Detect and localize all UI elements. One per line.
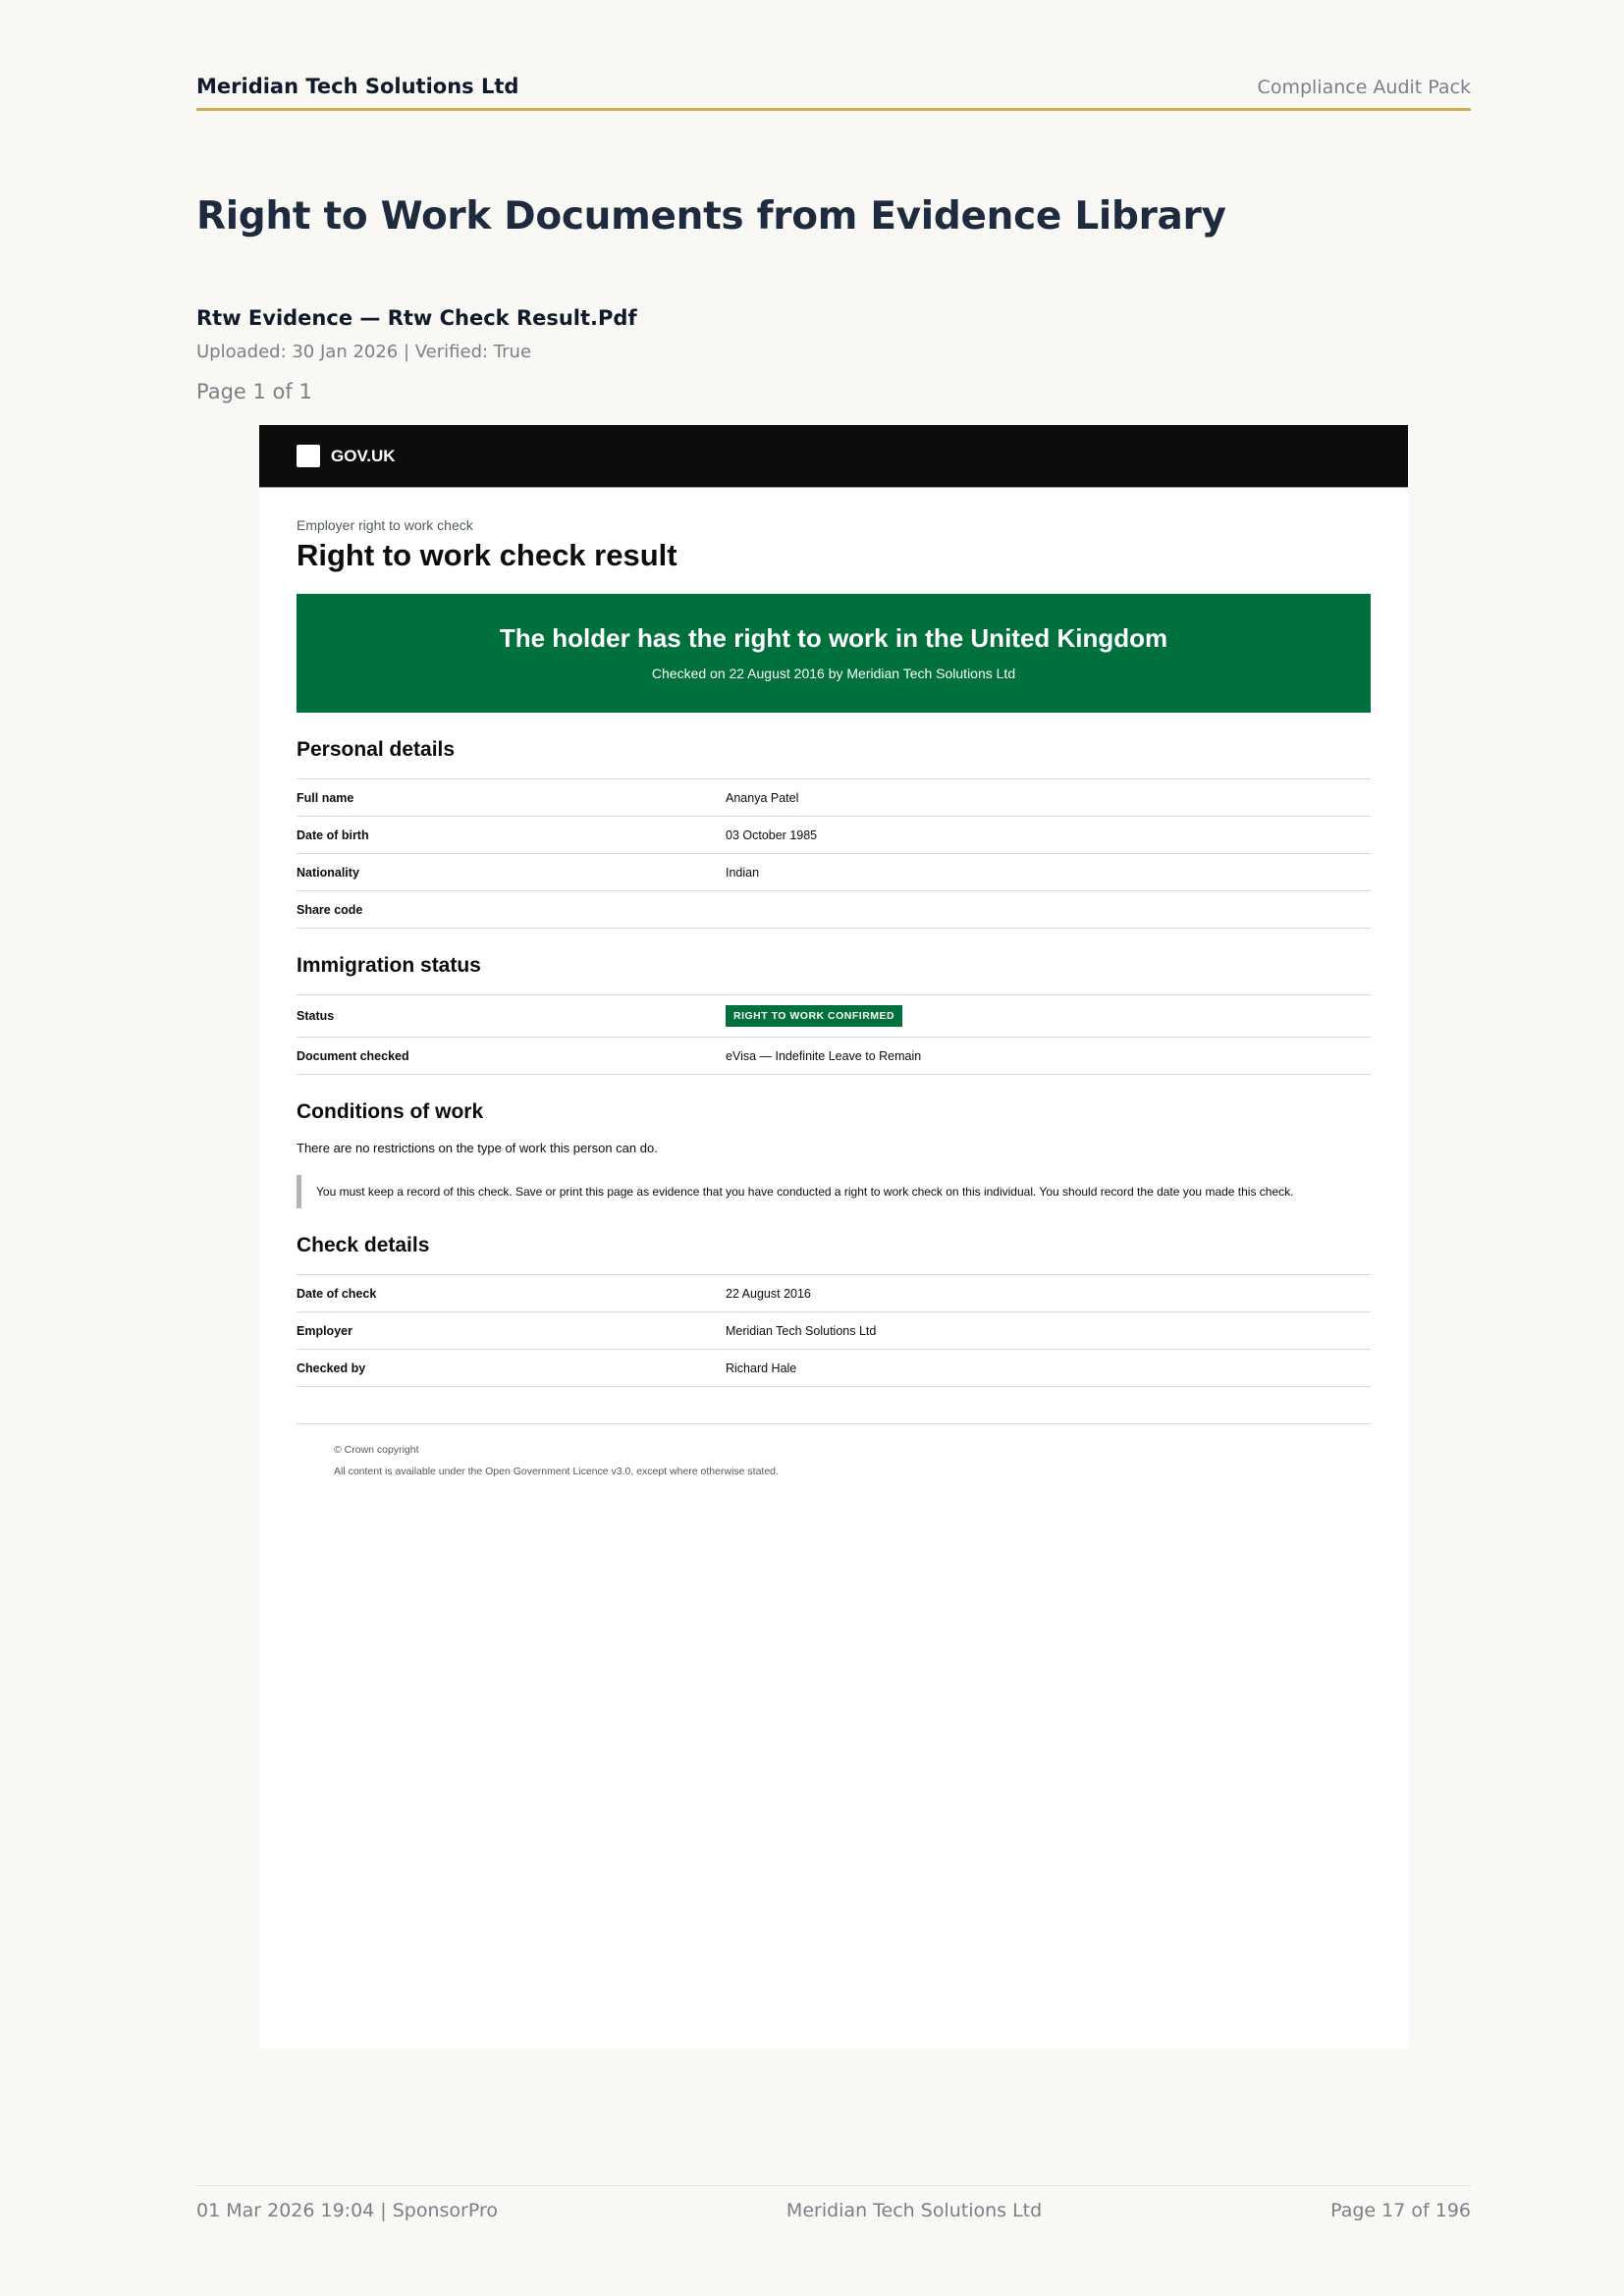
gov-uk-label: GOV.UK: [331, 446, 396, 465]
row-key: Document checked: [297, 1048, 409, 1063]
summary-row: [297, 1312, 1371, 1350]
row-key: Date of check: [297, 1286, 377, 1301]
immigration-status-list: [297, 994, 1371, 1075]
record-notice: You must keep a record of this check. Save or print this page as evidence that you have conducted a right to work check on this individual. You should record the date you made this check.: [297, 1175, 1371, 1208]
row-value: 22 August 2016: [726, 1286, 811, 1301]
crown-logo-icon: [297, 445, 320, 467]
row-key: Checked by: [297, 1361, 366, 1375]
summary-row: [297, 1275, 1371, 1312]
summary-row: [297, 891, 1371, 929]
file-meta: Uploaded: 30 Jan 2026 | Verified: True: [196, 342, 532, 362]
page-caption: Employer right to work check: [297, 517, 473, 533]
generated-timestamp: 01 Mar 2026 19:04 | SponsorPro: [196, 2200, 498, 2221]
page-header: [196, 75, 1471, 111]
row-key: Nationality: [297, 865, 359, 880]
personal-details-heading: Personal details: [297, 738, 456, 762]
check-details-list: [297, 1274, 1371, 1387]
page-footer: [196, 2185, 1471, 2221]
summary-row: [297, 817, 1371, 854]
page-heading: Right to work check result: [297, 538, 677, 572]
conditions-heading: Conditions of work: [297, 1100, 484, 1124]
section-title: Right to Work Documents from Evidence Library: [196, 194, 1226, 239]
gov-footer: [297, 1423, 1371, 1477]
licence-text: All content is available under the Open Government Licence v3.0, except where otherwise stated.: [334, 1466, 779, 1478]
result-panel: [297, 594, 1371, 713]
summary-row: [297, 854, 1371, 891]
row-key: Date of birth: [297, 828, 369, 842]
row-value: Meridian Tech Solutions Ltd: [726, 1323, 877, 1338]
row-key: Share code: [297, 902, 363, 917]
pack-title: Compliance Audit Pack: [1257, 77, 1471, 98]
row-value: eVisa — Indefinite Leave to Remain: [726, 1048, 922, 1063]
row-key: Employer: [297, 1323, 352, 1338]
organization-name: Meridian Tech Solutions Ltd: [196, 75, 519, 98]
check-details-heading: Check details: [297, 1234, 430, 1257]
row-key: Full name: [297, 790, 354, 805]
footer-organization: Meridian Tech Solutions Ltd: [785, 2200, 1043, 2221]
row-value: Indian: [726, 865, 760, 880]
personal-details-list: [297, 778, 1371, 929]
summary-row: [297, 1350, 1371, 1387]
result-panel-title: The holder has the right to work in the United Kingdom: [499, 623, 1168, 654]
row-value: Ananya Patel: [726, 790, 799, 805]
crown-copyright: © Crown copyright: [334, 1444, 419, 1457]
page-number: Page 17 of 196: [1330, 2200, 1471, 2221]
row-value: 03 October 1985: [726, 828, 818, 842]
conditions-text: There are no restrictions on the type of work this person can do.: [297, 1141, 658, 1156]
row-value: Richard Hale: [726, 1361, 797, 1375]
row-key: Status: [297, 1009, 335, 1024]
file-title: Rtw Evidence — Rtw Check Result.Pdf: [196, 306, 637, 330]
result-panel-subtitle: Checked on 22 August 2016 by Meridian Tech Solutions Ltd: [651, 666, 1016, 682]
page-indicator: Page 1 of 1: [196, 380, 312, 403]
embedded-document: [259, 425, 1408, 2049]
summary-row: [297, 1038, 1371, 1075]
immigration-status-heading: Immigration status: [297, 954, 481, 978]
status-badge: RIGHT TO WORK CONFIRMED: [726, 1005, 902, 1027]
summary-row: [297, 995, 1371, 1038]
summary-row: [297, 779, 1371, 817]
gov-header-bar: [259, 425, 1408, 488]
